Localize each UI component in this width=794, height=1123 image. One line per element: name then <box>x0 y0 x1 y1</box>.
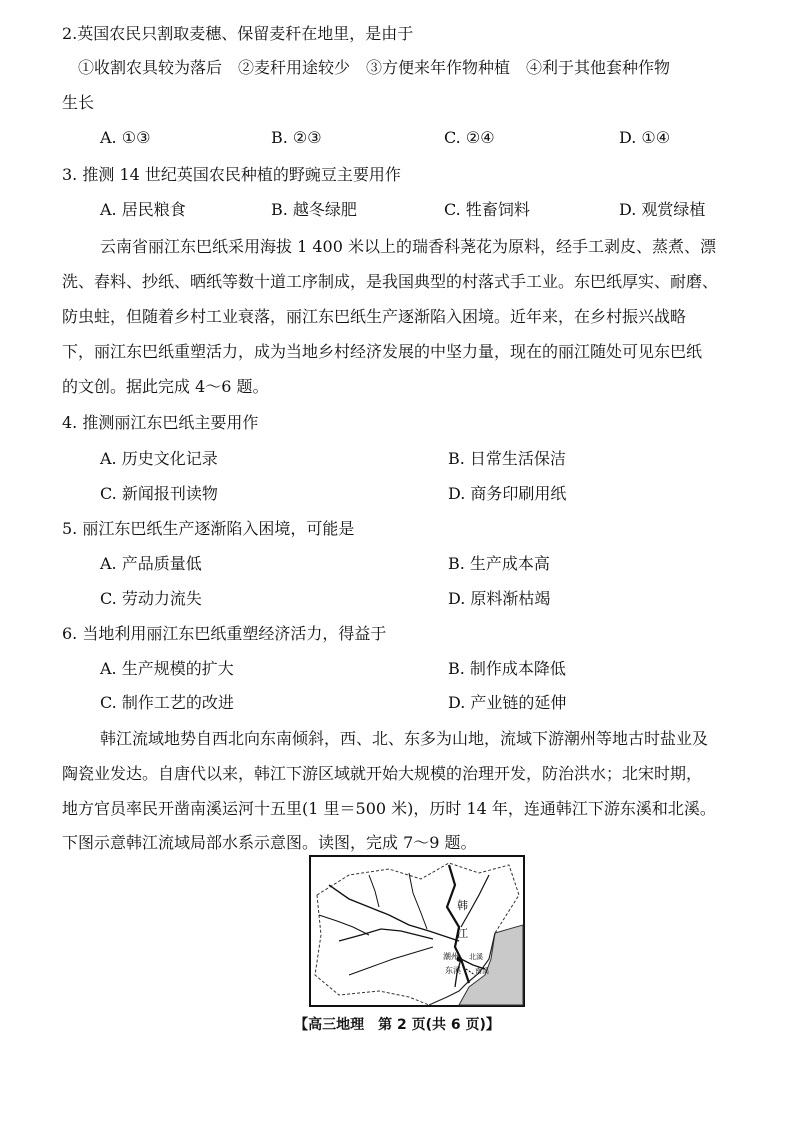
q6-option-a: A. 生产规模的扩大 <box>100 659 234 678</box>
q5-option-b: B. 生产成本高 <box>448 554 550 573</box>
map-label-jiang: 江 <box>457 927 468 940</box>
q4-option-c: C. 新闻报刊读物 <box>100 484 218 503</box>
q5-stem: 5. 丽江东巴纸生产逐渐陷入困境，可能是 <box>62 519 355 538</box>
q6-stem: 6. 当地利用丽江东巴纸重塑经济活力，得益于 <box>62 624 387 643</box>
q3-stem: 3. 推测 14 世纪英国农民种植的野豌豆主要用作 <box>62 165 401 184</box>
map-label-nanxi: 南溪 <box>475 967 489 975</box>
q2-stem: 2.英国农民只割取麦穗、保留麦秆在地里，是由于 <box>62 24 414 43</box>
map-label-chaozhou: 潮州 <box>443 952 459 961</box>
passage2-line: 韩江流域地势自西北向东南倾斜，西、北、东多为山地，流域下游潮州等地古时盐业及 <box>100 729 709 748</box>
q3-option-b: B. 越冬绿肥 <box>271 200 357 219</box>
q4-option-d: D. 商务印刷用纸 <box>448 484 567 503</box>
q2-statements-line2: 生长 <box>62 93 95 112</box>
q2-statements-line1: ①收割农具较为落后 ②麦秆用途较少 ③方便来年作物种植 ④利于其他套种作物 <box>78 58 671 77</box>
q6-option-d: D. 产业链的延伸 <box>448 693 567 712</box>
q5-option-d: D. 原料渐枯竭 <box>448 589 551 608</box>
q4-option-b: B. 日常生活保洁 <box>448 449 566 468</box>
passage2-line: 下图示意韩江流域局部水系示意图。读图，完成 7～9 题。 <box>62 833 477 852</box>
passage2-line: 陶瓷业发达。自唐代以来，韩江下游区域就开始大规模的治理开发，防治洪水；北宋时期， <box>62 764 703 783</box>
q6-option-c: C. 制作工艺的改进 <box>100 693 234 712</box>
q3-option-a: A. 居民粮食 <box>100 200 186 219</box>
q2-option-b: B. ②③ <box>271 128 322 147</box>
q3-option-c: C. 牲畜饲料 <box>444 200 530 219</box>
q5-option-a: A. 产品质量低 <box>100 554 202 573</box>
q4-stem: 4. 推测丽江东巴纸主要用作 <box>62 413 259 432</box>
q6-option-b: B. 制作成本降低 <box>448 659 566 678</box>
passage1-line: 的文创。据此完成 4～6 题。 <box>62 377 269 396</box>
q2-option-a: A. ①③ <box>100 128 151 147</box>
passage2-line: 地方官员率民开凿南溪运河十五里(1 里＝500 米)，历时 14 年，连通韩江下游东溪和北溪。 <box>62 799 716 818</box>
passage1-line: 防虫蛀，但随着乡村工业衰落，丽江东巴纸生产逐渐陷入困境。近年来，在乡村振兴战略 <box>62 307 687 326</box>
q2-option-d: D. ①④ <box>619 128 671 147</box>
passage1-line: 下，丽江东巴纸重塑活力，成为当地乡村经济发展的中坚力量，现在的丽江随处可见东巴纸 <box>62 342 703 361</box>
passage1-line: 洗、舂料、抄纸、晒纸等数十道工序制成，是我国典型的村落式手工业。东巴纸厚实、耐磨、 <box>62 272 719 291</box>
q5-option-c: C. 劳动力流失 <box>100 589 202 608</box>
q3-option-d: D. 观赏绿植 <box>619 200 706 219</box>
q2-option-c: C. ②④ <box>444 128 495 147</box>
map-label-dongxi: 东溪 <box>445 966 461 975</box>
passage1-line: 云南省丽江东巴纸采用海拔 1 400 米以上的瑞香科荛花为原料，经手工剥皮、蒸煮、漂 <box>100 237 716 256</box>
han-river-map <box>309 855 525 1007</box>
map-label-han: 韩 <box>457 899 468 912</box>
q4-option-a: A. 历史文化记录 <box>100 449 218 468</box>
map-label-beixi: 北溪 <box>469 953 483 961</box>
page-footer: 【高三地理 第 2 页(共 6 页)】 <box>294 1017 500 1033</box>
